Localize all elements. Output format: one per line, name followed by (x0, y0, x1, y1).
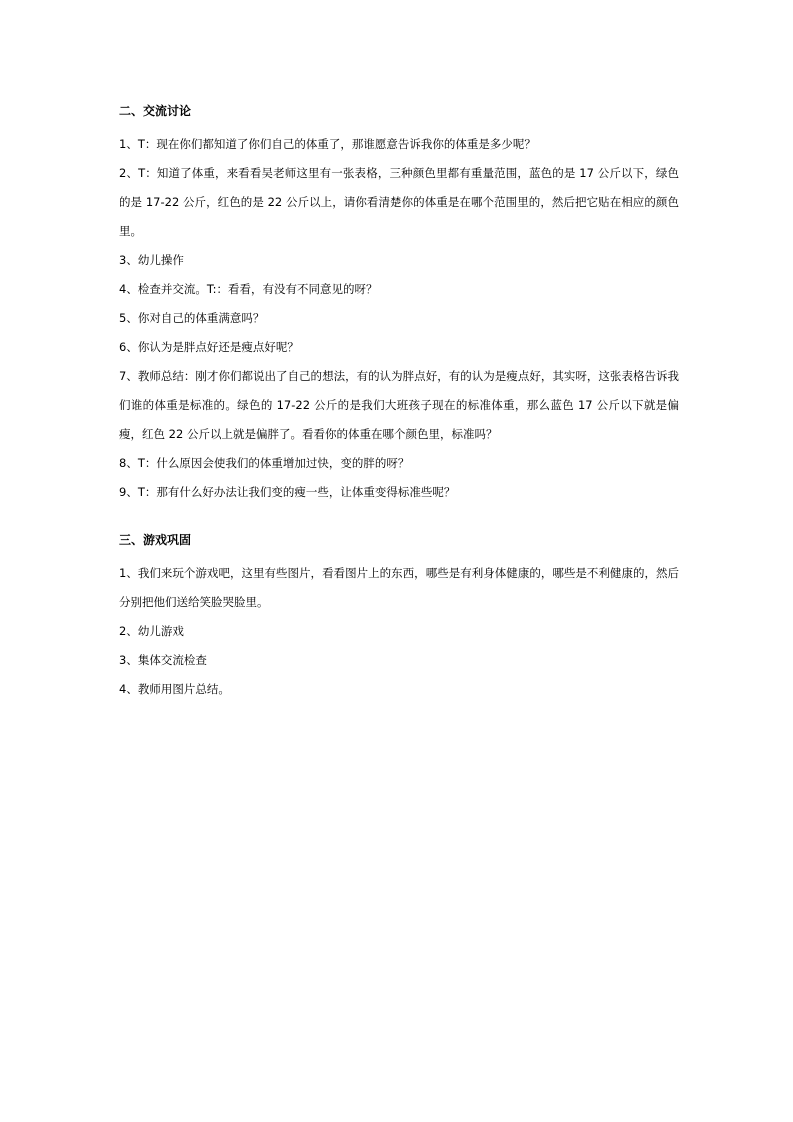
list-item: 9、T：那有什么好办法让我们变的瘦一些，让体重变得标准些呢？ (119, 485, 456, 499)
list-item: 7、教师总结：刚才你们都说出了自己的想法，有的认为胖点好，有的认为是瘦点好，其实呀，这张表格告诉我们谁的体重是标准的。绿色的 17-22 公斤的是我们大班孩子现在的标准体重，那么蓝色 17 公斤以下就是偏瘦，红色 22 公斤以上就是偏胖了。看看你的体重在哪个颜色里，标准吗？ (119, 369, 679, 441)
list-item: 3、集体交流检查 (119, 653, 207, 667)
section-game (119, 530, 679, 704)
list-item: 6、你认为是胖点好还是瘦点好呢？ (119, 340, 299, 354)
list-item: 2、幼儿游戏 (119, 624, 184, 638)
section-heading: 三、游戏巩固 (119, 533, 192, 547)
list-item: 5、你对自己的体重满意吗？ (119, 311, 265, 325)
section-heading: 二、交流讨论 (119, 104, 192, 118)
list-item: 3、幼儿操作 (119, 253, 184, 267)
list-item: 1、我们来玩个游戏吧，这里有些图片，看看图片上的东西，哪些是有利身体健康的，哪些是不利健康的，然后分别把他们送给笑脸哭脸里。 (119, 566, 679, 609)
list-item: 2、T：知道了体重，来看看吴老师这里有一张表格，三种颜色里都有重量范围，蓝色的是 17 公斤以下，绿色的是 17-22 公斤，红色的是 22 公斤以上，请你看清楚你的体重是在哪个范围里的，然后把它贴在相应的颜色里。 (119, 166, 679, 238)
list-item: 4、检查并交流。T:：看看，有没有不同意见的呀？ (119, 282, 378, 296)
section-spacer (119, 507, 679, 530)
list-item: 1、T：现在你们都知道了你们自己的体重了，那谁愿意告诉我你的体重是多少呢？ (119, 137, 536, 151)
section-discussion (119, 101, 679, 507)
document-body (119, 101, 679, 704)
list-item: 8、T：什么原因会使我们的体重增加过快，变的胖的呀？ (119, 456, 410, 470)
list-item: 4、教师用图片总结。 (119, 682, 230, 696)
